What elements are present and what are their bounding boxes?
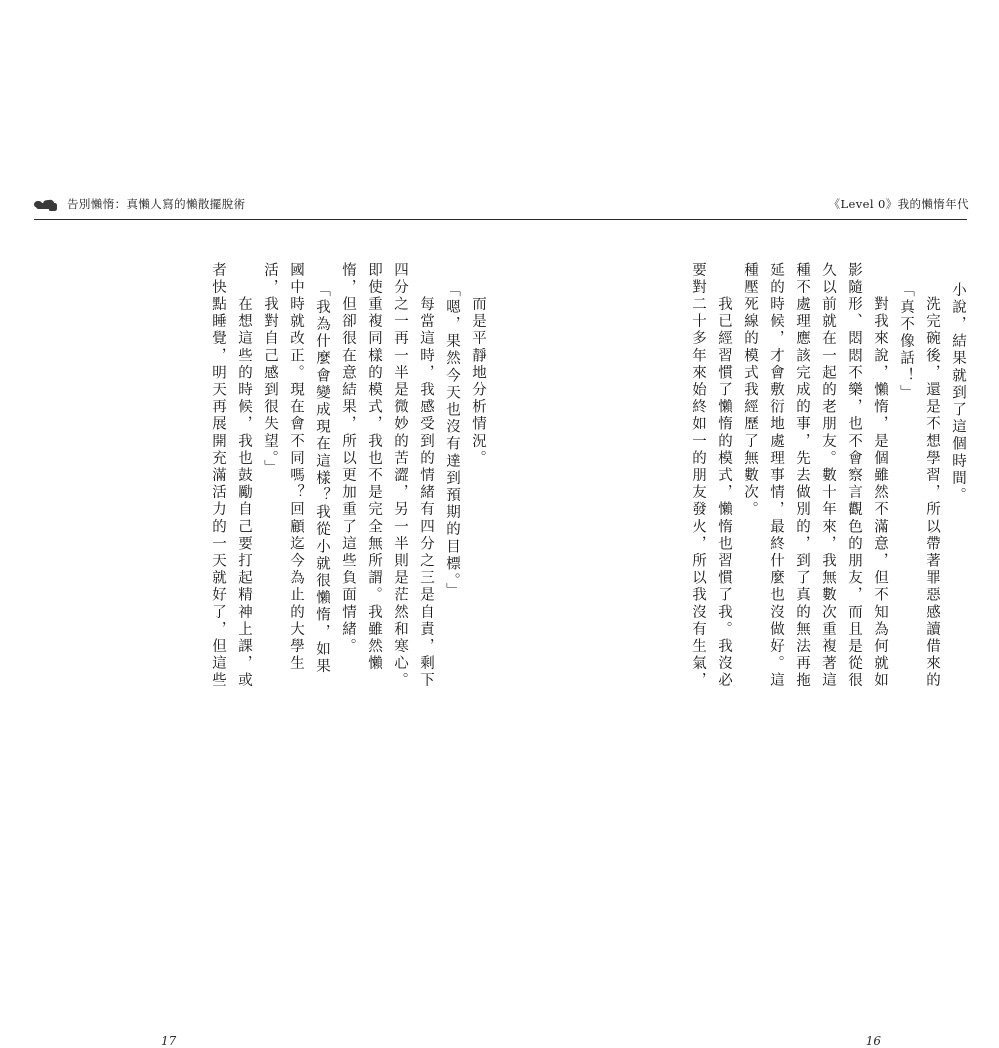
running-head-left: [34, 196, 246, 212]
text-column: 影隨形、悶悶不樂，也不會察言觀色的朋友，而且是從很: [846, 262, 862, 690]
text-column: 「我為什麼會變成現在這樣？我從小就很懶惰，如果: [314, 282, 330, 676]
text-column: 延的時候，才會敷衍地處理事情，最終什麼也沒做好。這: [768, 262, 784, 690]
text-column: 即使重複同樣的模式，我也不是完全無所謂。我雖然懶: [366, 262, 382, 673]
running-head-right-text: 《Level 0》我的懶惰年代: [828, 197, 969, 211]
text-column: 「真不像話！」: [898, 282, 914, 402]
text-column: 種不處理應該完成的事，先去做別的，到了真的無法再拖: [794, 262, 810, 690]
text-column: 我已經習慣了懶惰的模式，懶惰也習慣了我。我沒必: [716, 262, 732, 690]
text-column: 對我來說，懶惰，是個雖然不滿意，但不知為何就如: [872, 262, 888, 690]
text-column: 小說，結果就到了這個時間。: [950, 282, 966, 505]
running-head-band: [0, 196, 999, 230]
text-column: 洗完碗後，還是不想學習，所以帶著罪惡感讀借來的: [924, 262, 940, 690]
text-column: 種壓死線的模式我經歷了無數次。: [742, 262, 758, 519]
running-head-left-text: 告別懶惰：真懶人寫的懶散擺脫術: [67, 197, 246, 211]
page-16-text-block: [679, 262, 965, 732]
folio-left: 17: [161, 1034, 177, 1048]
folio-right: 16: [865, 1034, 881, 1048]
text-column: 四分之一再一半是微妙的苦澀，另一半則是茫然和寒心。: [392, 262, 408, 690]
text-column: 國中時就改正。現在會不同嗎？回顧迄今為止的大學生: [288, 262, 304, 673]
text-column: 每當這時，我感受到的情緒有四分之三是自責，剩下: [418, 262, 434, 690]
text-column: 在想這些的時候，我也鼓勵自己要打起精神上課，或: [236, 262, 252, 690]
header-divider: [34, 219, 967, 220]
text-column: 者快點睡覺，明天再展開充滿活力的一天就好了，但這些: [210, 262, 226, 690]
text-column: 久以前就在一起的老朋友。數十年來，我無數次重複著這: [820, 262, 836, 690]
running-head-right: [829, 196, 969, 212]
text-column: 要對二十多年來始終如一的朋友發火，所以我沒有生氣，: [690, 262, 706, 690]
page-17-text-block: [199, 262, 485, 732]
text-column: 而是平靜地分析情況。: [470, 262, 486, 468]
text-column: 「嗯，果然今天也沒有達到預期的目標。」: [444, 282, 460, 600]
text-column: 活，我對自己感到很失望。」: [262, 262, 278, 478]
text-column: 惰，但卻很在意結果，所以更加重了這些負面情緒。: [340, 262, 356, 656]
page-16: [565, 262, 966, 1048]
page-17: [75, 262, 486, 1048]
sloth-icon: [34, 198, 60, 211]
